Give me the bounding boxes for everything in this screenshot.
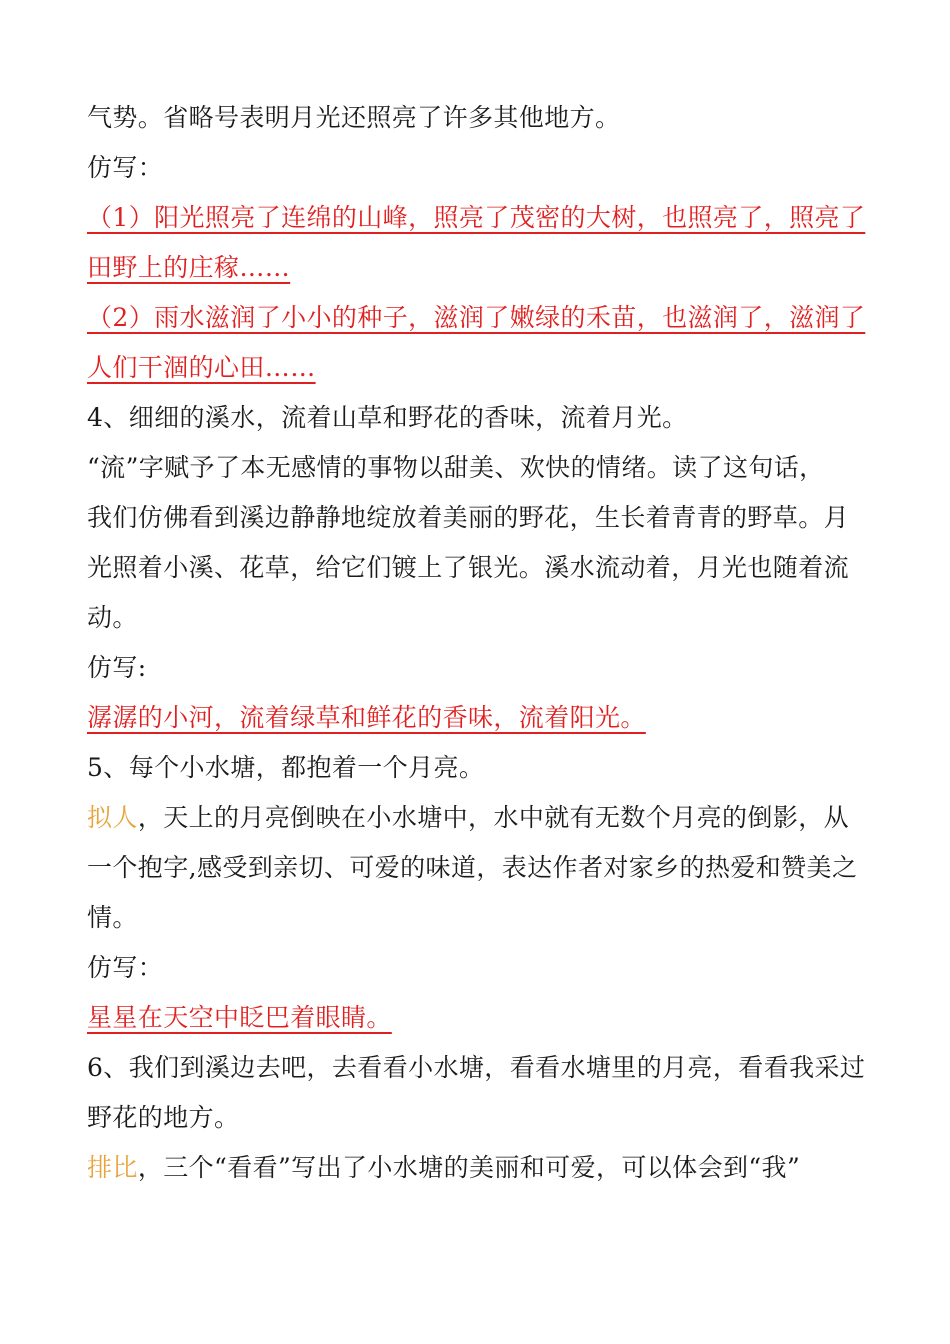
red-example-line: 潺潺的小河，流着绿草和鲜花的香味，流着阳光。 xyxy=(87,703,646,732)
sentence-heading: 4、细细的溪水，流着山草和野花的香味，流着月光。 xyxy=(87,403,688,432)
text-line xyxy=(87,801,849,835)
red-example-line: 人们干涸的心田…… xyxy=(87,353,316,382)
red-example-line: （2）雨水滋润了小小的种子，滋润了嫩绿的禾苗，也滋润了，滋润了 xyxy=(87,303,866,332)
text-line: 野花的地方。 xyxy=(87,1103,240,1132)
text-line: 我们仿佛看到溪边静静地绽放着美丽的野花，生长着青青的野草。月 xyxy=(87,503,850,532)
imitation-label: 仿写： xyxy=(87,153,164,182)
text-span: ，三个“看看”写出了小水塘的美丽和可爱，可以体会到“我” xyxy=(137,1153,801,1182)
text-line: 一个抱字,感受到亲切、可爱的味道，表达作者对家乡的热爱和赞美之 xyxy=(87,853,858,882)
imitation-label: 仿写: xyxy=(87,653,147,682)
rhetoric-tag: 排比 xyxy=(87,1153,138,1182)
imitation-label: 仿写： xyxy=(87,953,164,982)
red-example-line: 田野上的庄稼…… xyxy=(87,253,291,282)
red-example-line: 星星在天空中眨巴着眼睛。 xyxy=(87,1003,392,1032)
rhetoric-tag: 拟人 xyxy=(87,803,138,832)
text-line: 气势。省略号表明月光还照亮了许多其他地方。 xyxy=(87,103,621,132)
sentence-heading: 6、我们到溪边去吧，去看看小水塘，看看水塘里的月亮，看看我采过 xyxy=(87,1053,866,1082)
text-line: 动。 xyxy=(87,603,138,632)
red-example-line: （1）阳光照亮了连绵的山峰，照亮了茂密的大树，也照亮了，照亮了 xyxy=(87,203,866,232)
text-line: 光照着小溪、花草，给它们镀上了银光。溪水流动着，月光也随着流 xyxy=(87,553,850,582)
text-span: ，天上的月亮倒映在小水塘中，水中就有无数个月亮的倒影，从 xyxy=(137,803,850,832)
text-line: “流”字赋予了本无感情的事物以甜美、欢快的情绪。读了这句话， xyxy=(87,453,825,482)
text-line: 情。 xyxy=(87,903,138,932)
text-line xyxy=(87,1151,800,1185)
sentence-heading: 5、每个小水塘，都抱着一个月亮。 xyxy=(87,753,485,782)
